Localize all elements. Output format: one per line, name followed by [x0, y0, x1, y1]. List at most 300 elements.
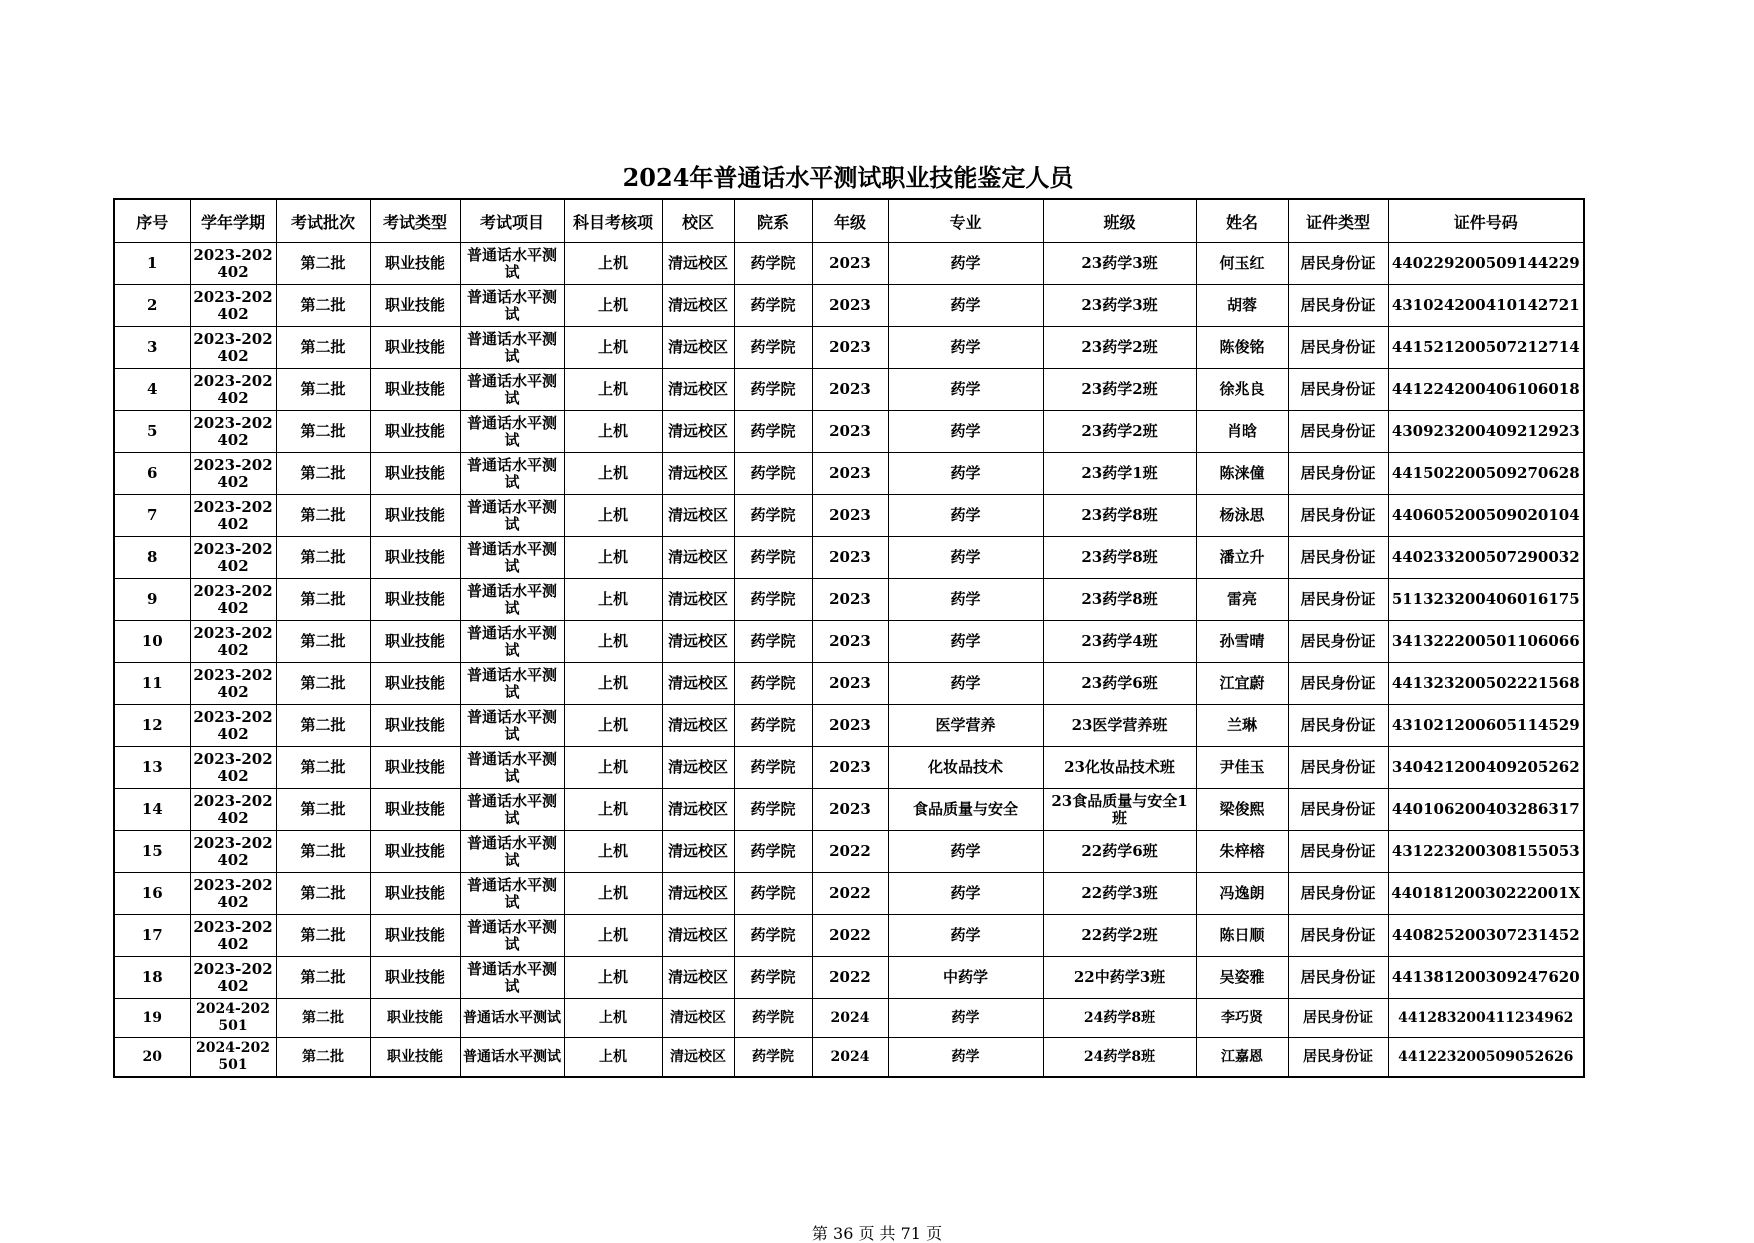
table-cell: 药学院 — [734, 1038, 812, 1078]
table-cell: 2022 — [812, 873, 888, 915]
table-cell: 药学院 — [734, 789, 812, 831]
table-cell: 药学院 — [734, 285, 812, 327]
table-cell: 23药学2班 — [1043, 327, 1196, 369]
table-cell: 440106200403286317 — [1388, 789, 1584, 831]
table-cell: 药学 — [888, 369, 1043, 411]
table-cell: 药学 — [888, 915, 1043, 957]
table-cell: 居民身份证 — [1288, 999, 1388, 1038]
table-cell: 2024-202501 — [190, 999, 276, 1038]
table-cell: 职业技能 — [370, 957, 460, 999]
table-cell: 职业技能 — [370, 411, 460, 453]
column-header: 校区 — [662, 199, 734, 243]
table-cell: 8 — [114, 537, 190, 579]
table-cell: 441224200406106018 — [1388, 369, 1584, 411]
table-cell: 上机 — [564, 915, 662, 957]
table-cell: 清远校区 — [662, 789, 734, 831]
column-header: 考试项目 — [460, 199, 564, 243]
table-cell: 2 — [114, 285, 190, 327]
table-cell: 普通话水平测试 — [460, 831, 564, 873]
table-cell: 清远校区 — [662, 957, 734, 999]
table-cell: 食品质量与安全 — [888, 789, 1043, 831]
table-cell: 2023 — [812, 495, 888, 537]
table-row — [114, 747, 1584, 789]
table-row — [114, 495, 1584, 537]
table-cell: 普通话水平测试 — [460, 621, 564, 663]
column-header: 班级 — [1043, 199, 1196, 243]
table-cell: 清远校区 — [662, 369, 734, 411]
table-cell: 17 — [114, 915, 190, 957]
table-cell: 2024 — [812, 999, 888, 1038]
table-cell: 普通话水平测试 — [460, 663, 564, 705]
table-cell: 13 — [114, 747, 190, 789]
table-cell: 2023-202402 — [190, 873, 276, 915]
table-cell: 药学院 — [734, 831, 812, 873]
table-row — [114, 915, 1584, 957]
table-cell: 44018120030222001X — [1388, 873, 1584, 915]
table-cell: 2023 — [812, 789, 888, 831]
table-cell: 普通话水平测试 — [460, 411, 564, 453]
table-cell: 第二批 — [276, 411, 370, 453]
table-cell: 上机 — [564, 747, 662, 789]
table-cell: 职业技能 — [370, 747, 460, 789]
table-cell: 潘立升 — [1196, 537, 1288, 579]
table-cell: 2023-202402 — [190, 495, 276, 537]
table-cell: 杨泳思 — [1196, 495, 1288, 537]
table-cell: 居民身份证 — [1288, 957, 1388, 999]
table-cell: 职业技能 — [370, 327, 460, 369]
table-cell: 第二批 — [276, 873, 370, 915]
table-cell: 2023-202402 — [190, 579, 276, 621]
table-cell: 第二批 — [276, 747, 370, 789]
table-cell: 3 — [114, 327, 190, 369]
table-cell: 居民身份证 — [1288, 1038, 1388, 1078]
table-cell: 23药学3班 — [1043, 285, 1196, 327]
table-cell: 居民身份证 — [1288, 705, 1388, 747]
table-cell: 441502200509270628 — [1388, 453, 1584, 495]
table-cell: 第二批 — [276, 285, 370, 327]
table-cell: 341322200501106066 — [1388, 621, 1584, 663]
table-cell: 居民身份证 — [1288, 495, 1388, 537]
table-cell: 居民身份证 — [1288, 579, 1388, 621]
table-cell: 职业技能 — [370, 243, 460, 285]
table-cell: 第二批 — [276, 369, 370, 411]
table-cell: 6 — [114, 453, 190, 495]
table-cell: 药学 — [888, 495, 1043, 537]
table-cell: 职业技能 — [370, 369, 460, 411]
table-cell: 第二批 — [276, 621, 370, 663]
column-header: 年级 — [812, 199, 888, 243]
table-cell: 普通话水平测试 — [460, 957, 564, 999]
table-cell: 第二批 — [276, 327, 370, 369]
table-cell: 职业技能 — [370, 705, 460, 747]
table-header-row — [114, 199, 1584, 243]
table-row — [114, 453, 1584, 495]
table-cell: 吴姿雅 — [1196, 957, 1288, 999]
table-cell: 上机 — [564, 1038, 662, 1078]
table-cell: 普通话水平测试 — [460, 579, 564, 621]
table-cell: 职业技能 — [370, 873, 460, 915]
table-cell: 上机 — [564, 453, 662, 495]
table-cell: 普通话水平测试 — [460, 495, 564, 537]
table-cell: 441381200309247620 — [1388, 957, 1584, 999]
table-cell: 普通话水平测试 — [460, 999, 564, 1038]
table-cell: 23药学6班 — [1043, 663, 1196, 705]
roster-table — [113, 198, 1585, 1078]
table-cell: 职业技能 — [370, 999, 460, 1038]
table-cell: 上机 — [564, 495, 662, 537]
table-cell: 第二批 — [276, 495, 370, 537]
table-cell: 2023-202402 — [190, 621, 276, 663]
table-cell: 药学 — [888, 285, 1043, 327]
table-cell: 14 — [114, 789, 190, 831]
table-cell: 20 — [114, 1038, 190, 1078]
table-cell: 441521200507212714 — [1388, 327, 1584, 369]
table-cell: 药学 — [888, 831, 1043, 873]
table-cell: 11 — [114, 663, 190, 705]
table-row — [114, 831, 1584, 873]
table-cell: 511323200406016175 — [1388, 579, 1584, 621]
table-cell: 雷亮 — [1196, 579, 1288, 621]
table-cell: 4 — [114, 369, 190, 411]
table-cell: 440233200507290032 — [1388, 537, 1584, 579]
table-cell: 第二批 — [276, 243, 370, 285]
table-cell: 普通话水平测试 — [460, 789, 564, 831]
table-cell: 441283200411234962 — [1388, 999, 1584, 1038]
table-cell: 尹佳玉 — [1196, 747, 1288, 789]
table-cell: 兰琳 — [1196, 705, 1288, 747]
table-row — [114, 873, 1584, 915]
table-cell: 22中药学3班 — [1043, 957, 1196, 999]
table-cell: 上机 — [564, 537, 662, 579]
table-cell: 2023-202402 — [190, 705, 276, 747]
table-cell: 清远校区 — [662, 243, 734, 285]
table-row — [114, 243, 1584, 285]
table-cell: 第二批 — [276, 453, 370, 495]
table-cell: 清远校区 — [662, 1038, 734, 1078]
table-cell: 药学 — [888, 243, 1043, 285]
table-cell: 药学 — [888, 873, 1043, 915]
table-cell: 药学院 — [734, 495, 812, 537]
column-header: 证件号码 — [1388, 199, 1584, 243]
table-cell: 2023 — [812, 411, 888, 453]
table-cell: 2024 — [812, 1038, 888, 1078]
table-body — [114, 243, 1584, 1078]
table-cell: 居民身份证 — [1288, 285, 1388, 327]
table-cell: 340421200409205262 — [1388, 747, 1584, 789]
table-cell: 430923200409212923 — [1388, 411, 1584, 453]
table-cell: 职业技能 — [370, 663, 460, 705]
table-cell: 药学 — [888, 579, 1043, 621]
table-cell: 2022 — [812, 831, 888, 873]
table-cell: 2022 — [812, 915, 888, 957]
table-row — [114, 579, 1584, 621]
table-cell: 2023-202402 — [190, 285, 276, 327]
table-cell: 医学营养 — [888, 705, 1043, 747]
table-cell: 23药学3班 — [1043, 243, 1196, 285]
table-cell: 上机 — [564, 285, 662, 327]
table-cell: 居民身份证 — [1288, 537, 1388, 579]
table-cell: 2024-202501 — [190, 1038, 276, 1078]
table-cell: 24药学8班 — [1043, 1038, 1196, 1078]
table-cell: 清远校区 — [662, 831, 734, 873]
table-cell: 陈涞僮 — [1196, 453, 1288, 495]
table-cell: 徐兆良 — [1196, 369, 1288, 411]
table-cell: 职业技能 — [370, 495, 460, 537]
table-cell: 第二批 — [276, 957, 370, 999]
table-cell: 肖晗 — [1196, 411, 1288, 453]
table-cell: 居民身份证 — [1288, 369, 1388, 411]
table-cell: 9 — [114, 579, 190, 621]
table-cell: 普通话水平测试 — [460, 747, 564, 789]
table-cell: 居民身份证 — [1288, 621, 1388, 663]
table-cell: 中药学 — [888, 957, 1043, 999]
table-row — [114, 621, 1584, 663]
column-header: 证件类型 — [1288, 199, 1388, 243]
table-cell: 普通话水平测试 — [460, 873, 564, 915]
table-cell: 5 — [114, 411, 190, 453]
table-cell: 上机 — [564, 789, 662, 831]
table-cell: 2023-202402 — [190, 369, 276, 411]
table-cell: 2023-202402 — [190, 957, 276, 999]
table-cell: 普通话水平测试 — [460, 369, 564, 411]
table-cell: 16 — [114, 873, 190, 915]
column-header: 姓名 — [1196, 199, 1288, 243]
table-cell: 23药学8班 — [1043, 579, 1196, 621]
table-cell: 12 — [114, 705, 190, 747]
table-cell: 18 — [114, 957, 190, 999]
table-cell: 普通话水平测试 — [460, 1038, 564, 1078]
table-cell: 药学院 — [734, 453, 812, 495]
table-row — [114, 285, 1584, 327]
table-cell: 职业技能 — [370, 621, 460, 663]
table-cell: 第二批 — [276, 537, 370, 579]
table-cell: 药学 — [888, 537, 1043, 579]
table-cell: 普通话水平测试 — [460, 705, 564, 747]
table-cell: 普通话水平测试 — [460, 285, 564, 327]
table-cell: 2023 — [812, 369, 888, 411]
table-cell: 2023 — [812, 705, 888, 747]
table-cell: 上机 — [564, 621, 662, 663]
table-cell: 药学院 — [734, 999, 812, 1038]
table-cell: 2023 — [812, 453, 888, 495]
table-cell: 第二批 — [276, 915, 370, 957]
table-cell: 23药学2班 — [1043, 411, 1196, 453]
table-cell: 第二批 — [276, 663, 370, 705]
table-cell: 化妆品技术 — [888, 747, 1043, 789]
column-header: 考试类型 — [370, 199, 460, 243]
table-cell: 职业技能 — [370, 789, 460, 831]
table-row — [114, 999, 1584, 1038]
table-cell: 居民身份证 — [1288, 873, 1388, 915]
table-cell: 2023-202402 — [190, 327, 276, 369]
table-cell: 第二批 — [276, 579, 370, 621]
column-header: 专业 — [888, 199, 1043, 243]
table-cell: 孙雪晴 — [1196, 621, 1288, 663]
table-cell: 22药学6班 — [1043, 831, 1196, 873]
table-row — [114, 537, 1584, 579]
table-cell: 2023 — [812, 327, 888, 369]
table-cell: 上机 — [564, 369, 662, 411]
table-row — [114, 1038, 1584, 1078]
table-cell: 清远校区 — [662, 495, 734, 537]
table-cell: 23药学1班 — [1043, 453, 1196, 495]
table-cell: 441323200502221568 — [1388, 663, 1584, 705]
table-cell: 上机 — [564, 327, 662, 369]
table-cell: 第二批 — [276, 999, 370, 1038]
column-header: 科目考核项 — [564, 199, 662, 243]
table-row — [114, 327, 1584, 369]
table-cell: 23化妆品技术班 — [1043, 747, 1196, 789]
table-cell: 职业技能 — [370, 537, 460, 579]
table-cell: 上机 — [564, 579, 662, 621]
table-cell: 居民身份证 — [1288, 411, 1388, 453]
table-cell: 2023 — [812, 621, 888, 663]
table-cell: 职业技能 — [370, 831, 460, 873]
table-cell: 2023 — [812, 537, 888, 579]
table-cell: 2023-202402 — [190, 747, 276, 789]
column-header: 院系 — [734, 199, 812, 243]
table-cell: 2023-202402 — [190, 915, 276, 957]
table-cell: 清远校区 — [662, 915, 734, 957]
table-cell: 22药学3班 — [1043, 873, 1196, 915]
table-cell: 上机 — [564, 663, 662, 705]
table-cell: 药学院 — [734, 957, 812, 999]
table-cell: 药学院 — [734, 621, 812, 663]
table-cell: 23药学8班 — [1043, 537, 1196, 579]
table-cell: 10 — [114, 621, 190, 663]
table-cell: 药学 — [888, 621, 1043, 663]
table-cell: 梁俊熙 — [1196, 789, 1288, 831]
table-cell: 2023 — [812, 579, 888, 621]
table-row — [114, 663, 1584, 705]
table-cell: 上机 — [564, 873, 662, 915]
table-row — [114, 369, 1584, 411]
table-cell: 居民身份证 — [1288, 453, 1388, 495]
table-cell: 药学 — [888, 453, 1043, 495]
table-cell: 清远校区 — [662, 621, 734, 663]
table-cell: 第二批 — [276, 789, 370, 831]
table-cell: 药学院 — [734, 537, 812, 579]
table-cell: 上机 — [564, 957, 662, 999]
table-cell: 普通话水平测试 — [460, 327, 564, 369]
table-cell: 上机 — [564, 831, 662, 873]
table-cell: 441223200509052626 — [1388, 1038, 1584, 1078]
column-header: 考试批次 — [276, 199, 370, 243]
table-cell: 药学 — [888, 1038, 1043, 1078]
table-cell: 2023-202402 — [190, 411, 276, 453]
table-cell: 440605200509020104 — [1388, 495, 1584, 537]
table-cell: 清远校区 — [662, 285, 734, 327]
table-cell: 居民身份证 — [1288, 327, 1388, 369]
table-cell: 23医学营养班 — [1043, 705, 1196, 747]
table-cell: 22药学2班 — [1043, 915, 1196, 957]
table-cell: 7 — [114, 495, 190, 537]
table-cell: 第二批 — [276, 831, 370, 873]
table-cell: 第二批 — [276, 705, 370, 747]
table-cell: 431021200605114529 — [1388, 705, 1584, 747]
table-cell: 431024200410142721 — [1388, 285, 1584, 327]
table-cell: 23药学2班 — [1043, 369, 1196, 411]
table-cell: 江嘉恩 — [1196, 1038, 1288, 1078]
table-cell: 江宜蔚 — [1196, 663, 1288, 705]
table-cell: 职业技能 — [370, 285, 460, 327]
table-cell: 普通话水平测试 — [460, 243, 564, 285]
table-cell: 清远校区 — [662, 663, 734, 705]
table-cell: 何玉红 — [1196, 243, 1288, 285]
table-cell: 居民身份证 — [1288, 663, 1388, 705]
table-cell: 清远校区 — [662, 873, 734, 915]
table-cell: 1 — [114, 243, 190, 285]
table-cell: 药学院 — [734, 915, 812, 957]
table-cell: 2023-202402 — [190, 537, 276, 579]
table-row — [114, 789, 1584, 831]
table-cell: 居民身份证 — [1288, 243, 1388, 285]
table-cell: 清远校区 — [662, 579, 734, 621]
table-cell: 2022 — [812, 957, 888, 999]
table-cell: 清远校区 — [662, 747, 734, 789]
table-cell: 药学 — [888, 999, 1043, 1038]
table-cell: 居民身份证 — [1288, 831, 1388, 873]
table-cell: 药学院 — [734, 327, 812, 369]
table-cell: 职业技能 — [370, 453, 460, 495]
table-cell: 23药学8班 — [1043, 495, 1196, 537]
table-cell: 2023 — [812, 663, 888, 705]
table-cell: 431223200308155053 — [1388, 831, 1584, 873]
column-header: 序号 — [114, 199, 190, 243]
table-cell: 2023-202402 — [190, 243, 276, 285]
table-cell: 药学院 — [734, 369, 812, 411]
table-cell: 职业技能 — [370, 915, 460, 957]
table-cell: 上机 — [564, 999, 662, 1038]
table-cell: 陈日顺 — [1196, 915, 1288, 957]
table-cell: 药学院 — [734, 243, 812, 285]
table-cell: 上机 — [564, 411, 662, 453]
table-cell: 440229200509144229 — [1388, 243, 1584, 285]
table-cell: 李巧贤 — [1196, 999, 1288, 1038]
column-header: 学年学期 — [190, 199, 276, 243]
table-cell: 职业技能 — [370, 579, 460, 621]
table-cell: 药学院 — [734, 747, 812, 789]
table-cell: 药学院 — [734, 663, 812, 705]
table-cell: 清远校区 — [662, 537, 734, 579]
table-cell: 普通话水平测试 — [460, 453, 564, 495]
table-cell: 居民身份证 — [1288, 789, 1388, 831]
table-cell: 冯逸朗 — [1196, 873, 1288, 915]
table-cell: 朱梓榕 — [1196, 831, 1288, 873]
table-cell: 2023-202402 — [190, 663, 276, 705]
table-cell: 15 — [114, 831, 190, 873]
table-cell: 清远校区 — [662, 453, 734, 495]
table-cell: 上机 — [564, 705, 662, 747]
table-cell: 24药学8班 — [1043, 999, 1196, 1038]
table-row — [114, 957, 1584, 999]
page-footer: 第 36 页 共 71 页 — [811, 1224, 943, 1243]
page-title: 2024年普通话水平测试职业技能鉴定人员 — [622, 163, 1074, 192]
table-cell: 陈俊铭 — [1196, 327, 1288, 369]
table-cell: 普通话水平测试 — [460, 537, 564, 579]
table-cell: 19 — [114, 999, 190, 1038]
table-cell: 药学 — [888, 327, 1043, 369]
table-cell: 药学 — [888, 411, 1043, 453]
table-cell: 药学院 — [734, 705, 812, 747]
table-cell: 2023-202402 — [190, 453, 276, 495]
table-cell: 居民身份证 — [1288, 747, 1388, 789]
table-cell: 清远校区 — [662, 327, 734, 369]
table-cell: 440825200307231452 — [1388, 915, 1584, 957]
table-cell: 胡蓉 — [1196, 285, 1288, 327]
table-cell: 第二批 — [276, 1038, 370, 1078]
table-cell: 2023 — [812, 243, 888, 285]
